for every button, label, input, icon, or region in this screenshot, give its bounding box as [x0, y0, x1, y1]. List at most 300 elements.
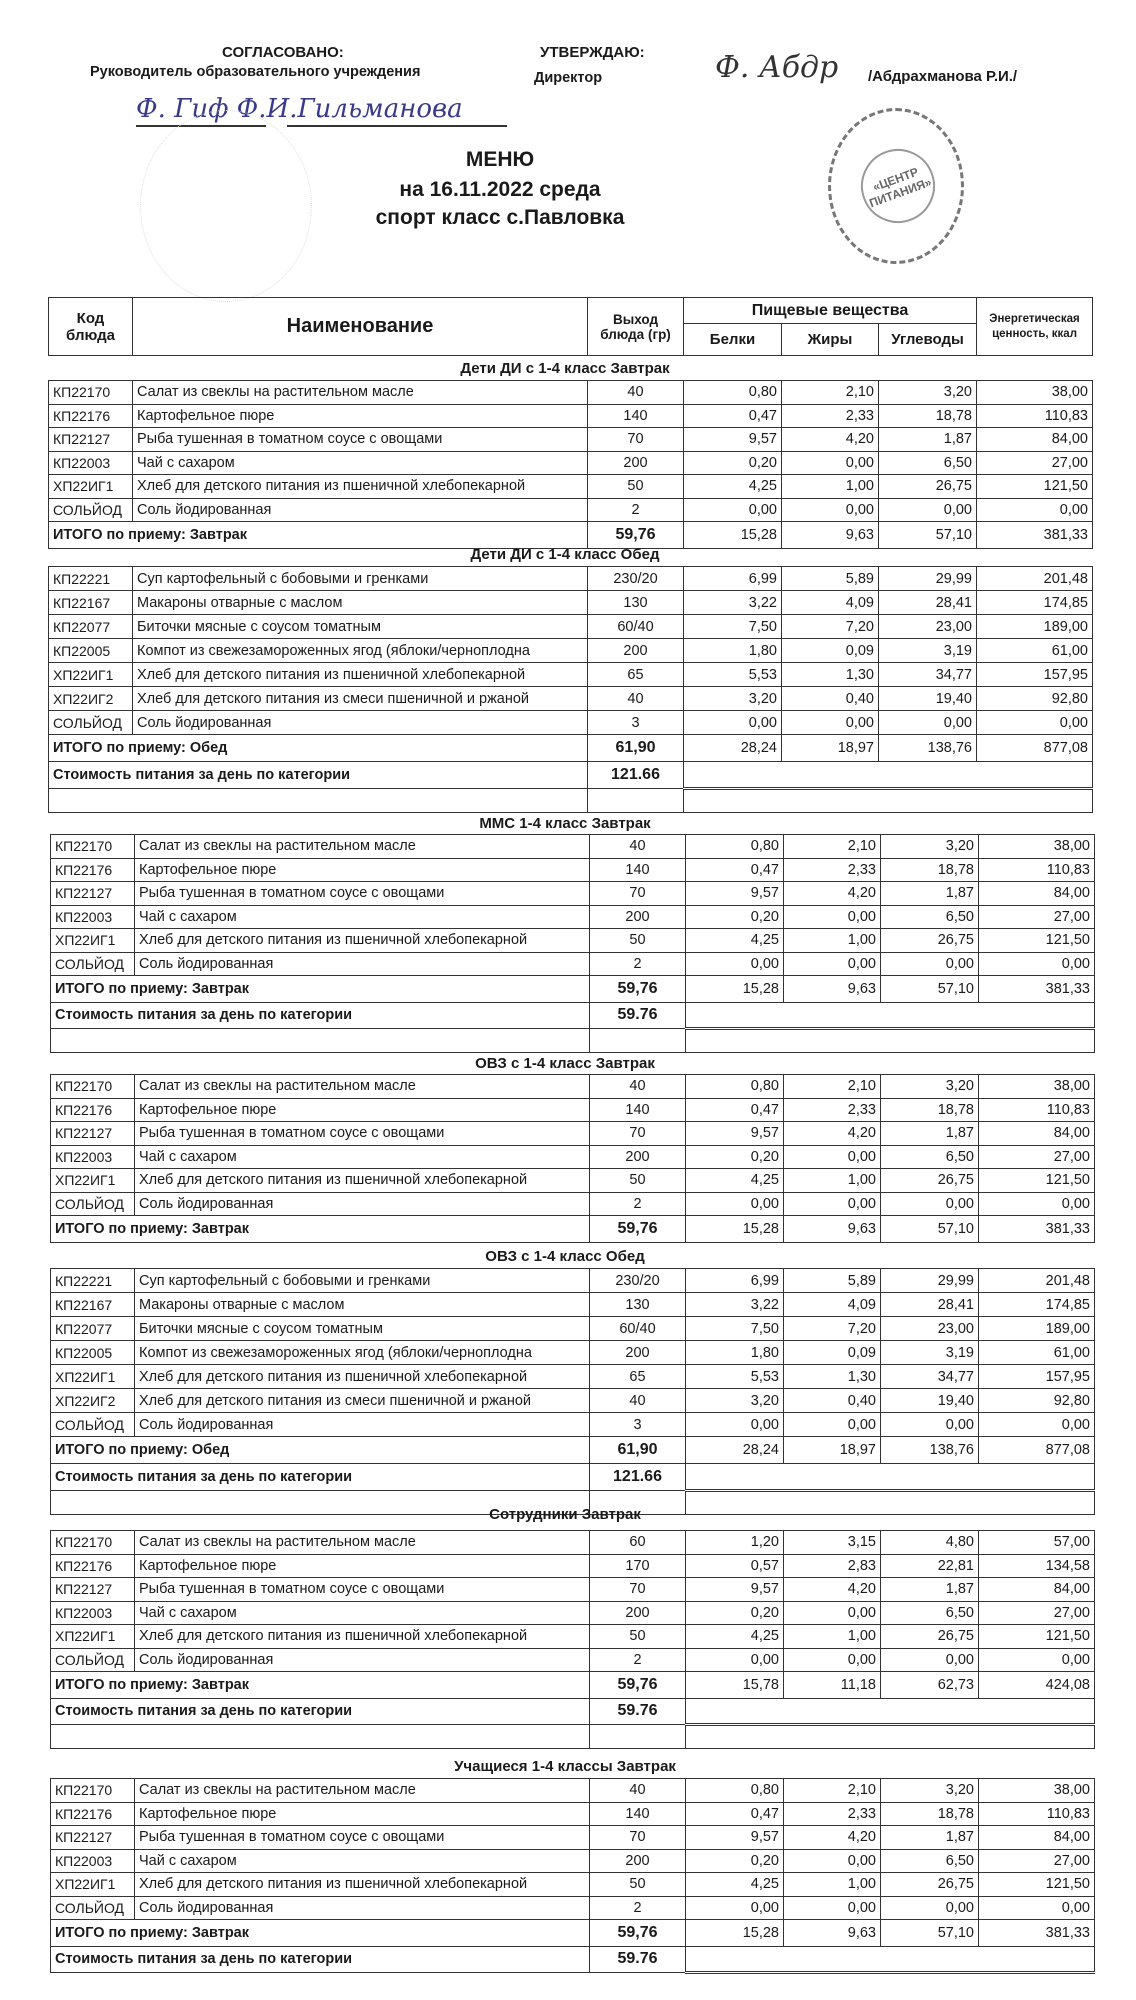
dish-energy: 57,00 [979, 1531, 1095, 1555]
dish-yield: 70 [590, 1122, 686, 1146]
dish-protein: 4,25 [686, 1873, 784, 1897]
dish-name: Салат из свеклы на растительном масле [135, 1779, 590, 1803]
total-energy: 381,33 [979, 1216, 1095, 1243]
dish-energy: 189,00 [977, 615, 1093, 639]
table-row [51, 835, 1095, 859]
dish-name: Соль йодированная [135, 1413, 590, 1437]
dish-yield: 40 [588, 687, 684, 711]
total-label: ИТОГО по приему: Обед [51, 1437, 590, 1464]
total-energy: 381,33 [979, 976, 1095, 1003]
table-row [51, 1625, 1095, 1649]
total-fat: 11,18 [784, 1672, 881, 1699]
dish-yield: 70 [588, 428, 684, 452]
total-protein: 28,24 [684, 735, 782, 762]
dish-fat: 0,00 [784, 1145, 881, 1169]
cost-row [51, 1464, 1095, 1491]
dish-energy: 121,50 [979, 1169, 1095, 1193]
total-row [51, 1437, 1095, 1464]
table-row [51, 1169, 1095, 1193]
total-row [49, 735, 1093, 762]
dish-carbs: 1,87 [881, 1122, 979, 1146]
dish-energy: 0,00 [979, 1896, 1095, 1920]
dish-protein: 0,80 [686, 1779, 784, 1803]
total-protein: 15,28 [686, 1216, 784, 1243]
menu-title: МЕНЮ [465, 148, 535, 171]
dish-carbs: 19,40 [879, 687, 977, 711]
dish-yield: 200 [590, 905, 686, 929]
blank-row [51, 1725, 1095, 1749]
dish-yield: 140 [588, 404, 684, 428]
dish-fat: 0,00 [782, 498, 879, 522]
dish-carbs: 3,19 [881, 1341, 979, 1365]
dish-energy: 92,80 [977, 687, 1093, 711]
dish-fat: 0,00 [784, 1601, 881, 1625]
cost-value: 59.76 [590, 1698, 686, 1725]
dish-carbs: 3,20 [881, 1779, 979, 1803]
dish-code: СОЛЬЙОД [51, 1192, 135, 1216]
total-protein: 15,78 [686, 1672, 784, 1699]
section-title: ММС 1-4 класс Завтрак [479, 815, 651, 832]
dish-code: КП22170 [51, 1779, 135, 1803]
table-row [51, 1601, 1095, 1625]
dish-fat: 1,00 [784, 1873, 881, 1897]
total-carbs: 57,10 [881, 976, 979, 1003]
dish-code: СОЛЬЙОД [49, 711, 133, 735]
dish-yield: 2 [590, 1648, 686, 1672]
dish-energy: 38,00 [979, 835, 1095, 859]
total-protein: 15,28 [684, 522, 782, 549]
dish-energy: 0,00 [979, 1192, 1095, 1216]
total-fat: 18,97 [784, 1437, 881, 1464]
dish-energy: 38,00 [979, 1779, 1095, 1803]
dish-energy: 38,00 [979, 1075, 1095, 1099]
dish-fat: 1,30 [784, 1365, 881, 1389]
table-row [51, 952, 1095, 976]
dish-fat: 0,00 [784, 1849, 881, 1873]
dish-code: КП22005 [49, 639, 133, 663]
dish-fat: 0,00 [784, 1413, 881, 1437]
table-row [51, 882, 1095, 906]
table-row [51, 1269, 1095, 1293]
dish-fat: 4,20 [784, 1122, 881, 1146]
dish-fat: 1,00 [782, 475, 879, 499]
dish-carbs: 26,75 [881, 1625, 979, 1649]
dish-name: Салат из свеклы на растительном масле [133, 381, 588, 405]
dish-carbs: 18,78 [881, 1802, 979, 1826]
dish-name: Соль йодированная [133, 711, 588, 735]
dish-carbs: 34,77 [879, 663, 977, 687]
dish-yield: 200 [590, 1145, 686, 1169]
dish-yield: 200 [590, 1601, 686, 1625]
approve-signature: Ф. Абдр [715, 50, 839, 85]
dish-energy: 0,00 [979, 952, 1095, 976]
dish-protein: 1,20 [686, 1531, 784, 1555]
dish-code: КП22127 [51, 1578, 135, 1602]
dish-code: ХП22ИГ2 [49, 687, 133, 711]
total-carbs: 57,10 [881, 1216, 979, 1243]
dish-energy: 189,00 [979, 1317, 1095, 1341]
dish-yield: 40 [590, 1075, 686, 1099]
dish-yield: 130 [588, 591, 684, 615]
total-yield: 61,90 [590, 1437, 686, 1464]
dish-protein: 0,20 [686, 1145, 784, 1169]
dish-protein: 6,99 [686, 1269, 784, 1293]
dish-fat: 2,10 [782, 381, 879, 405]
dish-carbs: 22,81 [881, 1554, 979, 1578]
dish-carbs: 26,75 [881, 1169, 979, 1193]
table-row [49, 711, 1093, 735]
total-label: ИТОГО по приему: Завтрак [51, 1216, 590, 1243]
dish-fat: 2,10 [784, 1779, 881, 1803]
dish-carbs: 0,00 [881, 1648, 979, 1672]
dish-energy: 61,00 [977, 639, 1093, 663]
dish-carbs: 4,80 [881, 1531, 979, 1555]
total-protein: 15,28 [686, 976, 784, 1003]
dish-yield: 70 [590, 1826, 686, 1850]
dish-fat: 0,09 [784, 1341, 881, 1365]
table-row [51, 1389, 1095, 1413]
dish-protein: 0,57 [686, 1554, 784, 1578]
dish-code: КП22003 [51, 1145, 135, 1169]
dish-fat: 0,00 [784, 1648, 881, 1672]
blank-row [49, 789, 1093, 813]
dish-name: Картофельное пюре [133, 404, 588, 428]
dish-fat: 0,00 [782, 711, 879, 735]
dish-yield: 3 [590, 1413, 686, 1437]
dish-name: Хлеб для детского питания из пшеничной хлебопекарной [135, 1873, 590, 1897]
dish-protein: 3,20 [684, 687, 782, 711]
dish-carbs: 29,99 [879, 567, 977, 591]
dish-yield: 140 [590, 1802, 686, 1826]
cost-empty-cell [686, 1698, 1095, 1725]
section-title: Дети ДИ с 1-4 класс Завтрак [460, 360, 670, 377]
dish-yield: 50 [590, 1169, 686, 1193]
dish-fat: 2,83 [784, 1554, 881, 1578]
total-protein: 15,28 [686, 1920, 784, 1947]
dish-protein: 0,00 [686, 1192, 784, 1216]
dish-protein: 6,99 [684, 567, 782, 591]
table-row [51, 905, 1095, 929]
cost-row [49, 762, 1093, 789]
dish-protein: 9,57 [686, 1578, 784, 1602]
agreed-label: СОГЛАСОВАНО: [222, 44, 344, 61]
dish-code: ХП22ИГ1 [49, 475, 133, 499]
dish-protein: 3,22 [684, 591, 782, 615]
table-row [49, 615, 1093, 639]
dish-fat: 0,00 [784, 952, 881, 976]
dish-protein: 7,50 [684, 615, 782, 639]
dish-energy: 27,00 [979, 1601, 1095, 1625]
cost-empty-cell [686, 1464, 1095, 1491]
dish-carbs: 18,78 [881, 858, 979, 882]
dish-carbs: 6,50 [881, 1849, 979, 1873]
total-carbs: 138,76 [879, 735, 977, 762]
dish-carbs: 1,87 [879, 428, 977, 452]
dish-protein: 3,22 [686, 1293, 784, 1317]
agreed-signature: Ф. Гиф Ф.И.Гильманова [136, 94, 463, 124]
dish-code: КП22170 [51, 1075, 135, 1099]
dish-energy: 92,80 [979, 1389, 1095, 1413]
dish-fat: 2,10 [784, 835, 881, 859]
dish-energy: 110,83 [979, 1098, 1095, 1122]
dish-protein: 4,25 [684, 475, 782, 499]
dish-yield: 2 [590, 1192, 686, 1216]
dish-carbs: 0,00 [879, 711, 977, 735]
dish-carbs: 3,19 [879, 639, 977, 663]
total-yield: 61,90 [588, 735, 684, 762]
dish-energy: 0,00 [979, 1413, 1095, 1437]
dish-protein: 9,57 [686, 882, 784, 906]
table-row [49, 498, 1093, 522]
dish-carbs: 6,50 [879, 451, 977, 475]
cost-row [51, 1946, 1095, 1973]
column-header-table [48, 297, 1093, 356]
dish-yield: 2 [588, 498, 684, 522]
dish-name: Чай с сахаром [135, 1601, 590, 1625]
dish-protein: 9,57 [686, 1826, 784, 1850]
menu-section-table [48, 566, 1093, 813]
table-row [49, 639, 1093, 663]
col-code: Код блюда [49, 298, 133, 356]
menu-section-table [50, 1778, 1095, 1974]
dish-protein: 4,25 [686, 1169, 784, 1193]
dish-yield: 65 [588, 663, 684, 687]
dish-protein: 0,20 [686, 1601, 784, 1625]
dish-code: КП22221 [51, 1269, 135, 1293]
dish-name: Картофельное пюре [135, 1802, 590, 1826]
dish-code: СОЛЬЙОД [49, 498, 133, 522]
dish-yield: 230/20 [590, 1269, 686, 1293]
dish-fat: 2,33 [784, 1098, 881, 1122]
dish-fat: 5,89 [784, 1269, 881, 1293]
dish-carbs: 0,00 [881, 1413, 979, 1437]
dish-name: Рыба тушенная в томатном соусе с овощами [135, 1122, 590, 1146]
cost-value: 59.76 [590, 1002, 686, 1029]
dish-fat: 4,09 [784, 1293, 881, 1317]
dish-fat: 1,00 [784, 1625, 881, 1649]
dish-name: Картофельное пюре [135, 1554, 590, 1578]
dish-energy: 84,00 [979, 1826, 1095, 1850]
section-title: ОВЗ с 1-4 класс Обед [485, 1248, 645, 1265]
dish-name: Биточки мясные с соусом томатным [135, 1317, 590, 1341]
col-yield: Выход блюда (гр) [588, 298, 684, 356]
dish-energy: 110,83 [979, 858, 1095, 882]
dish-protein: 0,00 [686, 1413, 784, 1437]
dish-carbs: 1,87 [881, 882, 979, 906]
dish-yield: 3 [588, 711, 684, 735]
dish-fat: 4,20 [784, 1826, 881, 1850]
approve-name: /Абдрахманова Р.И./ [868, 68, 1018, 85]
dish-energy: 0,00 [977, 711, 1093, 735]
col-carbs: Углеводы [879, 324, 977, 356]
table-row [49, 475, 1093, 499]
dish-name: Макароны отварные с маслом [133, 591, 588, 615]
total-carbs: 138,76 [881, 1437, 979, 1464]
dish-code: КП22127 [51, 1122, 135, 1146]
cost-row [51, 1698, 1095, 1725]
dish-energy: 110,83 [979, 1802, 1095, 1826]
table-row [49, 567, 1093, 591]
dish-name: Рыба тушенная в томатном соусе с овощами [135, 882, 590, 906]
dish-protein: 1,80 [684, 639, 782, 663]
dish-protein: 0,80 [686, 1075, 784, 1099]
dish-carbs: 6,50 [881, 1145, 979, 1169]
dish-protein: 0,00 [686, 1896, 784, 1920]
menu-section-table [50, 1530, 1095, 1749]
dish-protein: 5,53 [686, 1365, 784, 1389]
dish-code: КП22176 [49, 404, 133, 428]
dish-fat: 0,40 [784, 1389, 881, 1413]
table-row [51, 1648, 1095, 1672]
table-row [51, 1413, 1095, 1437]
table-row [49, 663, 1093, 687]
dish-carbs: 0,00 [881, 1896, 979, 1920]
dish-carbs: 23,00 [881, 1317, 979, 1341]
dish-yield: 65 [590, 1365, 686, 1389]
dish-carbs: 26,75 [879, 475, 977, 499]
col-protein: Белки [684, 324, 782, 356]
approve-role: Директор [534, 70, 603, 86]
table-row [51, 1341, 1095, 1365]
dish-carbs: 19,40 [881, 1389, 979, 1413]
dish-carbs: 3,20 [881, 835, 979, 859]
section-title: Учащиеся 1-4 классы Завтрак [454, 1758, 676, 1775]
total-fat: 9,63 [784, 1216, 881, 1243]
dish-name: Чай с сахаром [133, 451, 588, 475]
dish-yield: 200 [588, 639, 684, 663]
menu-section-table [50, 1268, 1095, 1515]
total-energy: 877,08 [977, 735, 1093, 762]
dish-protein: 0,47 [684, 404, 782, 428]
total-protein: 28,24 [686, 1437, 784, 1464]
dish-protein: 0,47 [686, 858, 784, 882]
dish-name: Хлеб для детского питания из смеси пшеничной и ржаной [135, 1389, 590, 1413]
dish-name: Макароны отварные с маслом [135, 1293, 590, 1317]
dish-energy: 201,48 [979, 1269, 1095, 1293]
dish-fat: 2,33 [784, 1802, 881, 1826]
dish-fat: 3,15 [784, 1531, 881, 1555]
dish-energy: 27,00 [977, 451, 1093, 475]
dish-protein: 0,00 [684, 498, 782, 522]
dish-code: ХП22ИГ1 [51, 1169, 135, 1193]
table-row [51, 1293, 1095, 1317]
dish-code: ХП22ИГ1 [51, 1365, 135, 1389]
total-label: ИТОГО по приему: Завтрак [51, 1920, 590, 1947]
section-title: Дети ДИ с 1-4 класс Обед [470, 546, 660, 563]
dish-carbs: 23,00 [879, 615, 977, 639]
table-row [51, 1779, 1095, 1803]
total-yield: 59,76 [590, 1216, 686, 1243]
total-fat: 9,63 [784, 1920, 881, 1947]
dish-code: КП22003 [49, 451, 133, 475]
dish-name: Чай с сахаром [135, 1849, 590, 1873]
dish-name: Соль йодированная [135, 1648, 590, 1672]
dish-yield: 60 [590, 1531, 686, 1555]
col-name: Наименование [133, 298, 588, 356]
dish-yield: 140 [590, 1098, 686, 1122]
dish-protein: 0,47 [686, 1098, 784, 1122]
dish-yield: 40 [588, 381, 684, 405]
dish-code: КП22176 [51, 1554, 135, 1578]
dish-fat: 4,20 [782, 428, 879, 452]
dish-protein: 0,47 [686, 1802, 784, 1826]
dish-protein: 0,20 [686, 905, 784, 929]
blank-row [51, 1029, 1095, 1053]
total-energy: 381,33 [977, 522, 1093, 549]
dish-protein: 9,57 [686, 1122, 784, 1146]
dish-yield: 200 [588, 451, 684, 475]
dish-carbs: 29,99 [881, 1269, 979, 1293]
col-fat: Жиры [782, 324, 879, 356]
total-row [51, 1920, 1095, 1947]
table-row [51, 1122, 1095, 1146]
total-row [51, 1216, 1095, 1243]
dish-yield: 2 [590, 1896, 686, 1920]
dish-code: КП22127 [49, 428, 133, 452]
dish-fat: 0,09 [782, 639, 879, 663]
dish-name: Соль йодированная [135, 952, 590, 976]
section-title: ОВЗ с 1-4 класс Завтрак [475, 1055, 655, 1072]
dish-code: СОЛЬЙОД [51, 1648, 135, 1672]
dish-name: Салат из свеклы на растительном масле [135, 835, 590, 859]
table-row [49, 404, 1093, 428]
dish-name: Компот из свежезамороженных ягод (яблоки/черноплодна [135, 1341, 590, 1365]
menu-section-table [50, 834, 1095, 1053]
dish-code: КП22003 [51, 905, 135, 929]
dish-carbs: 26,75 [881, 929, 979, 953]
total-row [49, 522, 1093, 549]
total-row [51, 976, 1095, 1003]
dish-code: КП22170 [51, 835, 135, 859]
dish-energy: 121,50 [979, 1873, 1095, 1897]
table-row [49, 381, 1093, 405]
dish-carbs: 18,78 [881, 1098, 979, 1122]
dish-carbs: 6,50 [881, 1601, 979, 1625]
dish-yield: 40 [590, 835, 686, 859]
dish-yield: 40 [590, 1389, 686, 1413]
dish-fat: 1,30 [782, 663, 879, 687]
dish-name: Биточки мясные с соусом томатным [133, 615, 588, 639]
dish-energy: 121,50 [979, 1625, 1095, 1649]
total-fat: 18,97 [782, 735, 879, 762]
dish-code: КП22077 [49, 615, 133, 639]
cost-value: 121.66 [588, 762, 684, 789]
dish-yield: 40 [590, 1779, 686, 1803]
dish-code: КП22221 [49, 567, 133, 591]
dish-name: Рыба тушенная в томатном соусе с овощами [133, 428, 588, 452]
dish-name: Чай с сахаром [135, 905, 590, 929]
col-energy: Энергетическая ценность, ккал [977, 298, 1093, 356]
dish-fat: 2,33 [782, 404, 879, 428]
dish-yield: 200 [590, 1341, 686, 1365]
agreed-role: Руководитель образовательного учреждения [90, 64, 421, 80]
dish-energy: 84,00 [979, 1122, 1095, 1146]
menu-section-table [48, 380, 1093, 549]
total-label: ИТОГО по приему: Завтрак [51, 976, 590, 1003]
total-label: ИТОГО по приему: Завтрак [49, 522, 588, 549]
total-yield: 59,76 [590, 1672, 686, 1699]
dish-carbs: 28,41 [881, 1293, 979, 1317]
total-carbs: 57,10 [881, 1920, 979, 1947]
total-fat: 9,63 [784, 976, 881, 1003]
dish-energy: 201,48 [977, 567, 1093, 591]
dish-code: КП22077 [51, 1317, 135, 1341]
section-title: Сотрудники Завтрак [489, 1506, 641, 1523]
dish-energy: 157,95 [979, 1365, 1095, 1389]
dish-protein: 0,20 [684, 451, 782, 475]
dish-name: Соль йодированная [135, 1896, 590, 1920]
dish-protein: 7,50 [686, 1317, 784, 1341]
